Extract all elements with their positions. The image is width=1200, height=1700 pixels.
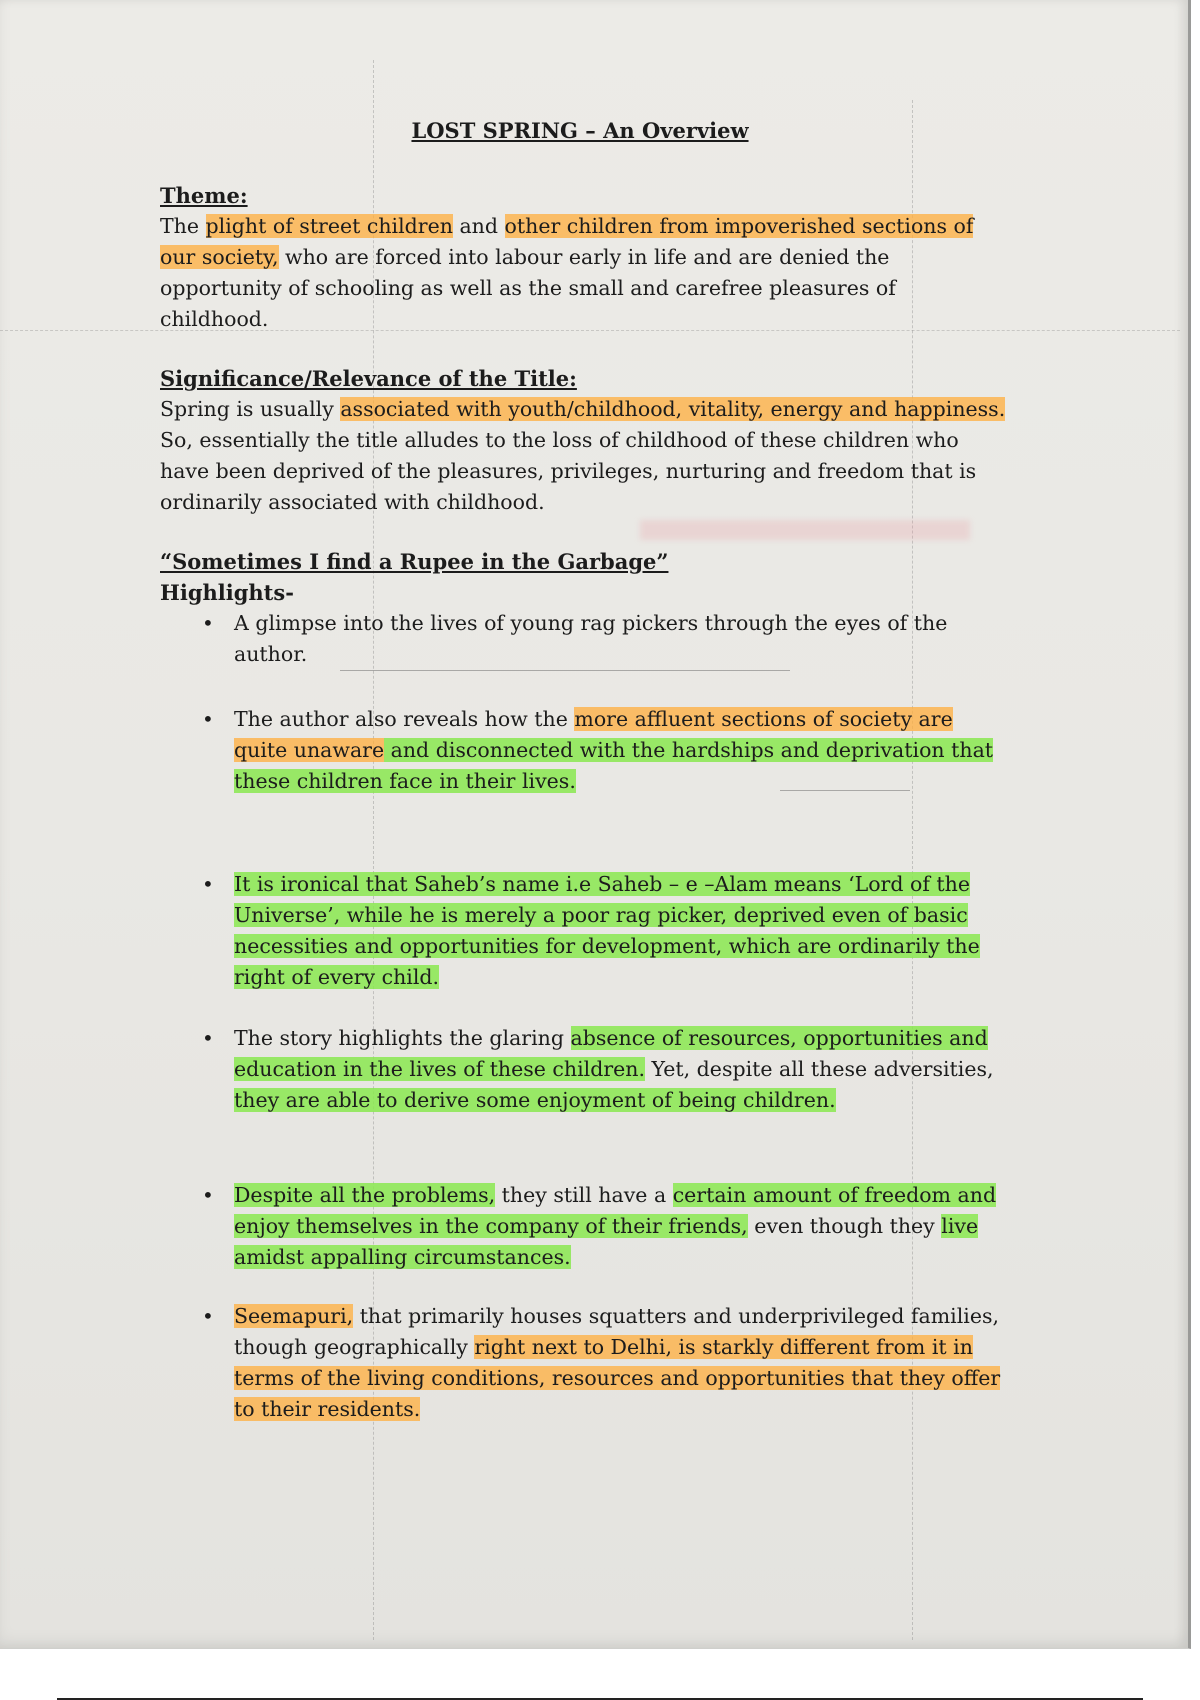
- highlight-green: live amidst appalling circumstances.: [234, 1214, 979, 1269]
- highlight-orange: right next to Delhi, is starkly different from it in terms of the living conditions, resources and opportunities that they offer to their residents.: [234, 1335, 1001, 1421]
- highlight-orange: more affluent sections of society are quite unaware: [234, 707, 953, 762]
- highlight-green: absence of resources, opportunities and education in the lives of these children.: [234, 1026, 988, 1081]
- highlights-list: [160, 608, 1010, 1425]
- significance-heading: Significance/Relevance of the Title:: [160, 366, 577, 391]
- theme-heading: Theme:: [160, 183, 248, 208]
- text-run: The: [160, 214, 206, 238]
- text-run: The story highlights the glaring: [234, 1026, 571, 1050]
- rupee-heading: “Sometimes I find a Rupee in the Garbage”: [160, 549, 669, 574]
- list-item: [160, 704, 1010, 797]
- text-run: So, essentially the title alludes to the loss of childhood of these children who have been deprived of the pleasures, privileges, nurturing and freedom that is ordinarily associated with childhood.: [160, 428, 977, 514]
- text-run: and: [452, 214, 505, 238]
- list-item: [160, 1023, 1010, 1116]
- highlights-subheading: Highlights-: [160, 580, 294, 605]
- list-item: [160, 1301, 1010, 1425]
- highlight-orange: plight of street children: [205, 214, 453, 238]
- highlight-orange: Seemapuri,: [234, 1304, 354, 1328]
- text-run: The author also reveals how the: [234, 707, 575, 731]
- list-item: [160, 1180, 1010, 1273]
- text-run: they still have a: [495, 1183, 673, 1207]
- highlight-green: It is ironical that Saheb’s name i.e Saheb – e –Alam means ‘Lord of the Universe’, while he is merely a poor rag picker, deprived even of basic necessities and opportunities for development, which are ordinarily the right of every child.: [234, 872, 980, 989]
- text-run: Yet, despite all these adversities,: [645, 1057, 994, 1081]
- document-body: [160, 180, 1010, 1425]
- highlight-orange: other children from impoverished sections of our society,: [160, 214, 974, 269]
- list-item: [160, 608, 1010, 670]
- highlight-green: Despite all the problems,: [234, 1183, 496, 1207]
- text-run: A glimpse into the lives of young rag pickers through the eyes of the author.: [234, 611, 948, 666]
- highlight-green: they are able to derive some enjoyment of being children.: [234, 1088, 836, 1112]
- theme-paragraph: [160, 211, 1010, 335]
- page-title: LOST SPRING – An Overview: [411, 118, 749, 143]
- text-run: even though they: [747, 1214, 942, 1238]
- highlight-green: and disconnected with the hardships and deprivation that these children face in their lives.: [234, 738, 994, 793]
- highlight-orange: associated with youth/childhood, vitality, energy and happiness.: [340, 397, 1006, 421]
- text-run: Spring is usually: [160, 397, 341, 421]
- text-run: that primarily houses squatters and underprivileged families, though geographically: [234, 1304, 1000, 1359]
- significance-paragraph: [160, 394, 1010, 518]
- text-run: who are forced into labour early in life and are denied the opportunity of schooling as well as the small and carefree pleasures of childhood.: [160, 245, 896, 331]
- list-item: [160, 869, 1010, 993]
- highlight-green: certain amount of freedom and enjoy themselves in the company of their friends,: [234, 1183, 997, 1238]
